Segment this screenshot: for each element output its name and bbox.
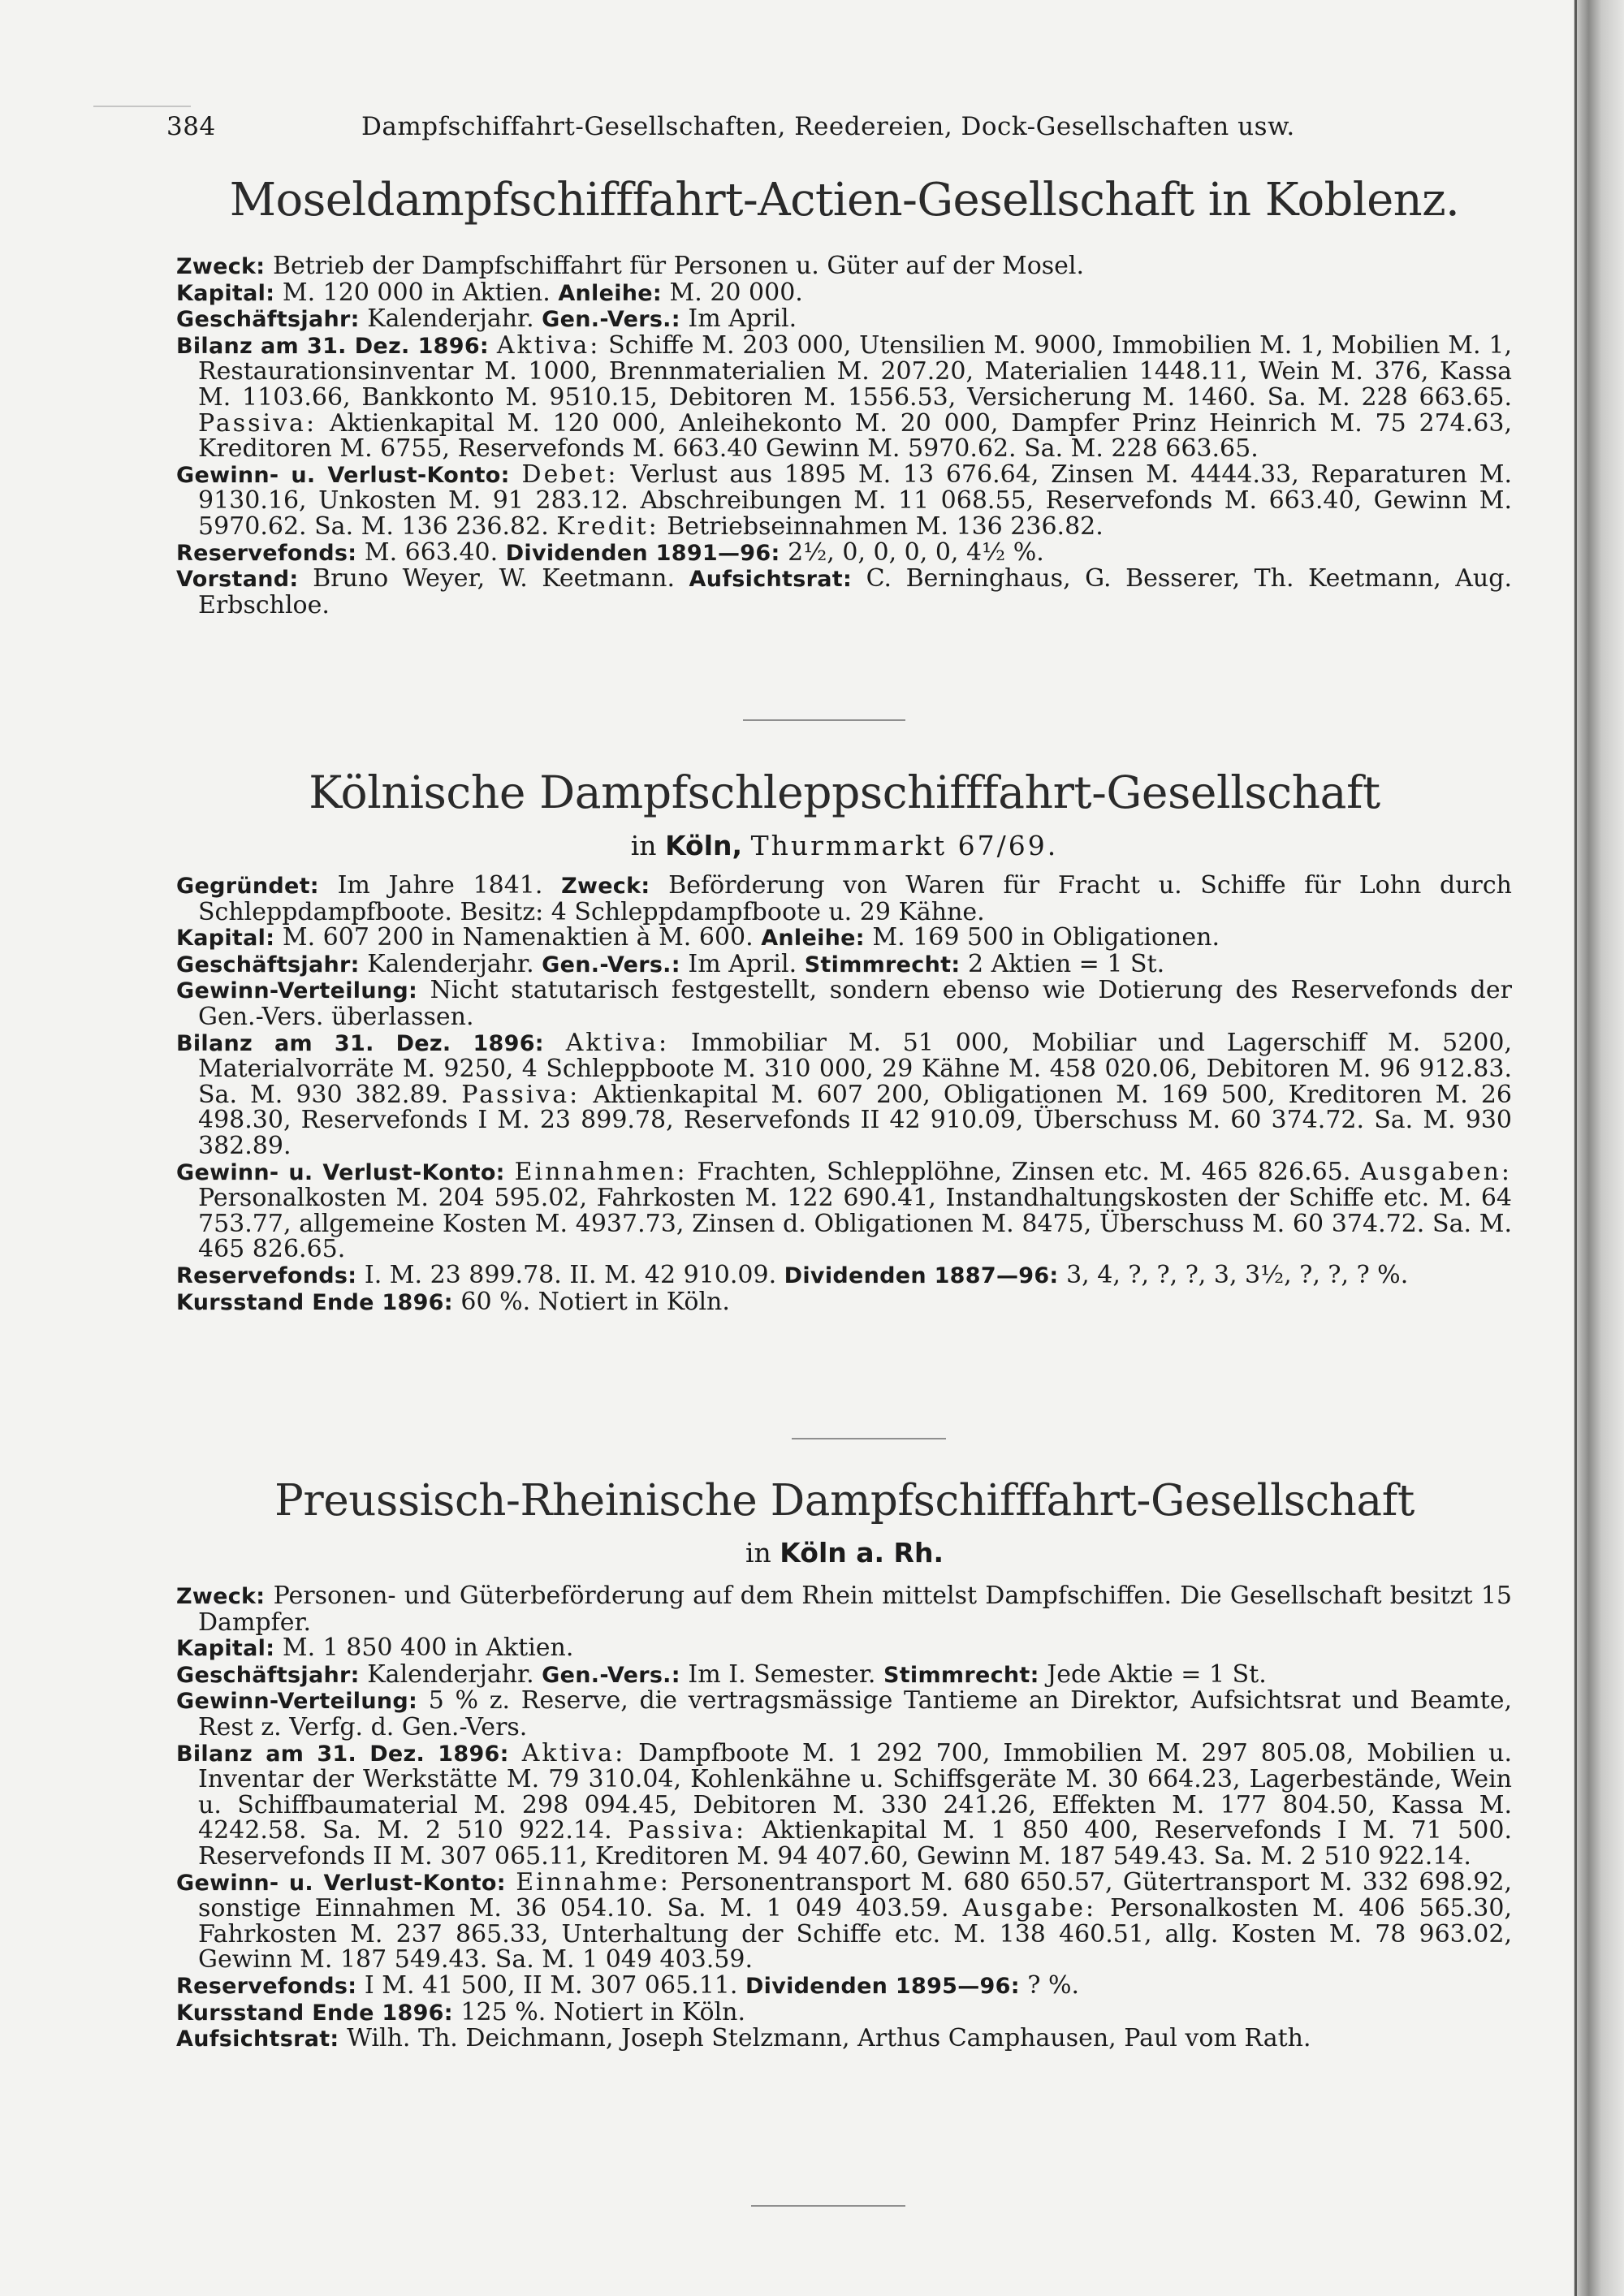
- entry-sublabel: Aktiva:: [565, 1028, 670, 1057]
- entry-label: Dividenden 1887—96:: [784, 1262, 1059, 1288]
- entry-label: Geschäftsjahr:: [176, 1662, 360, 1688]
- entry-label: Gen.-Vers.:: [542, 952, 680, 978]
- entry-label: Stimmrecht:: [804, 952, 961, 978]
- entry-label: Anleihe:: [761, 926, 865, 952]
- entry-sublabel: Passiva:: [461, 1080, 581, 1109]
- entry-text: Verlust aus 1895 M. 13 676.64, Zinsen M. 4444.33, Reparaturen M. 9130.16, Unkosten M. 91 283.12. Abschreibungen M. 11 068.55, Reservefonds M. 663.40, Gewinn M. 5970.62. Sa. M. 136 236.82.: [198, 460, 1512, 541]
- entry-label: Zweck:: [176, 254, 266, 279]
- entry-text: [510, 460, 522, 489]
- entry-text: Schiffe M. 203 000, Utensilien M. 9000, Immobilien M. 1, Mobilien M. 1, Restaurationsinventar M. 1000, Brennmaterialien M. 207.20, Materialien 1448.11, Wein M. 376, Kassa M. 1103.66, Bankkonto M. 9510.15, Debitoren M. 1556.53, Versicherung M. 1460. Sa. M. 228 663.65.: [198, 330, 1512, 412]
- entry-paragraph: [176, 1289, 1512, 1316]
- entry-sublabel: Einnahme:: [516, 1867, 671, 1897]
- entry-paragraph: [176, 1262, 1512, 1289]
- entry-text: 3, 4, ?, ?, ?, 3, 3½, ?, ?, ? %.: [1058, 1260, 1409, 1289]
- entry-text: [506, 1868, 516, 1897]
- entry-text: I. M. 23 899.78. II. M. 42 910.09.: [356, 1260, 784, 1289]
- entry-text: Betrieb der Dampfschiffahrt für Personen u. Güter auf der Mosel.: [265, 252, 1085, 280]
- entry-label: Vorstand:: [176, 567, 299, 593]
- entry-paragraph: [176, 1738, 1512, 1871]
- entry-text: Jede Aktie = 1 St.: [1039, 1659, 1267, 1689]
- entry-label: Kapital:: [176, 1636, 275, 1662]
- section-title-preussisch: Preussisch-Rheinische Dampfschifffahrt-Gesellschaft: [274, 1476, 1415, 1526]
- entry-label: Gen.-Vers.:: [542, 307, 680, 333]
- entry-paragraph: [176, 1867, 1513, 1974]
- entry-text: M. 169 500 in Obligationen.: [864, 923, 1220, 952]
- entry-paragraph: [176, 1583, 1512, 1635]
- entry-sublabel: Passiva:: [198, 408, 317, 438]
- entry-text: 5 % z. Reserve, die vertragsmässige Tantieme an Direktor, Aufsichtsrat und Beamte, Rest z. Verfg. d. Gen.-Vers.: [198, 1686, 1512, 1741]
- entry-sublabel: Einnahmen:: [514, 1157, 688, 1186]
- entry-text: Bruno Weyer, W. Keetmann.: [298, 564, 689, 593]
- entry-text: ? %.: [1019, 1970, 1080, 2000]
- entry-sublabel: Ausgaben:: [1360, 1157, 1513, 1186]
- entry-paragraph: [176, 925, 1512, 952]
- entry-label: Reservefonds:: [176, 540, 357, 566]
- entry-text: Frachten, Schlepplöhne, Zinsen etc. M. 465 826.65.: [687, 1157, 1361, 1186]
- entry-label: Kapital:: [176, 280, 275, 306]
- entry-text: C. Berninghaus, G. Besserer, Th. Keetmann, Aug. Erbschloe.: [198, 564, 1512, 619]
- entry-text: Im April.: [680, 304, 797, 334]
- entry-label: Zweck:: [176, 1584, 266, 1609]
- entry-label: Reservefonds:: [176, 1262, 357, 1288]
- entry-sublabel: Kredit:: [556, 511, 659, 541]
- entry-text: [544, 1029, 566, 1057]
- entry-paragraph: [176, 462, 1512, 540]
- entry-text: M. 120 000 in Aktien.: [274, 278, 559, 307]
- page-edge-line: [1574, 0, 1577, 2296]
- section-body-mosel: [176, 253, 1512, 618]
- section-divider: [751, 2205, 905, 2207]
- entry-label: Geschäftsjahr:: [176, 952, 360, 978]
- entry-paragraph: [176, 1659, 1512, 1689]
- entry-label: Gewinn- u. Verlust-Konto:: [176, 1159, 505, 1185]
- section-divider: [792, 1438, 946, 1439]
- entry-paragraph: [176, 537, 1512, 567]
- corner-mark: [93, 106, 191, 107]
- entry-text: Nicht statutarisch festgestellt, sondern ebenso wie Dotierung des Reservefonds der Gen.-Vers. überlassen.: [198, 976, 1512, 1031]
- entry-paragraph: [176, 566, 1512, 618]
- book-spine-shadow: [1574, 0, 1624, 2296]
- entry-label: Bilanz am 31. Dez. 1896:: [176, 1741, 509, 1767]
- section-subtitle-koelnische: [166, 830, 1522, 861]
- entry-label: Kursstand Ende 1896:: [176, 1289, 453, 1315]
- entry-sublabel: Aktiva:: [496, 330, 601, 360]
- entry-paragraph: [176, 1688, 1512, 1740]
- entry-paragraph: [176, 949, 1512, 978]
- entry-sublabel: Passiva:: [628, 1816, 747, 1845]
- entry-sublabel: Ausgabe:: [962, 1894, 1097, 1923]
- subtitle-city: Köln a. Rh.: [780, 1537, 944, 1569]
- entry-label: Bilanz am 31. Dez. 1896:: [176, 1030, 544, 1056]
- entry-text: Betriebseinnahmen M. 136 236.82.: [659, 511, 1104, 541]
- entry-text: M. 607 200 in Namenaktien à M. 600.: [274, 923, 762, 952]
- entry-paragraph: [176, 330, 1512, 464]
- entry-label: Geschäftsjahr:: [176, 307, 360, 333]
- entry-text: Personentransport M. 680 650.57, Gütertransport M. 332 698.92, sonstige Einnahmen M. 36 054.10. Sa. M. 1 049 403.59.: [198, 1867, 1512, 1923]
- entry-text: M. 1 850 400 in Aktien.: [274, 1634, 574, 1663]
- entry-label: Aufsichtsrat:: [689, 567, 853, 593]
- entry-text: M. 20 000.: [662, 278, 803, 307]
- entry-sublabel: Aktiva:: [521, 1738, 626, 1767]
- entry-text: 125 %. Notiert in Köln.: [452, 1997, 745, 2026]
- entry-text: Aktienkapital M. 607 200, Obligationen M. 169 500, Kreditoren M. 26 498.30, Reservefonds I M. 23 899.78, Reservefonds II 42 910.09, Überschuss M. 60 374.72. Sa. M. 930 382.89.: [198, 1080, 1512, 1160]
- entry-paragraph: [176, 1030, 1512, 1159]
- entry-text: Im I. Semester.: [680, 1659, 883, 1689]
- section-title-mosel: Moseldampfschifffahrt-Actien-Gesellschaft in Koblenz.: [229, 174, 1460, 227]
- section-title-koelnische: Kölnische Dampfschleppschifffahrt-Gesellschaft: [309, 766, 1380, 818]
- entry-label: Reservefonds:: [176, 1973, 357, 1999]
- subtitle-prefix: in: [630, 830, 666, 861]
- section-subtitle-preussisch: [166, 1537, 1522, 1569]
- entry-paragraph: [176, 1997, 1512, 2026]
- entry-text: 60 %. Notiert in Köln.: [452, 1287, 730, 1316]
- entry-text: Personalkosten M. 204 595.02, Fahrkosten M. 122 690.41, Instandhaltungskosten der Schiffe etc. M. 64 753.77, allgemeine Kosten M. 4937.73, Zinsen d. Obligationen M. 8475, Überschuss M. 60 374.72. Sa. M. 465 826.65.: [198, 1184, 1512, 1264]
- entry-paragraph: [176, 306, 1512, 333]
- entry-text: Wilh. Th. Deichmann, Joseph Stelzmann, Arthus Camphausen, Paul vom Rath.: [339, 2024, 1311, 2053]
- entry-label: Bilanz am 31. Dez. 1896:: [176, 333, 490, 359]
- page-number: 384: [166, 112, 216, 141]
- entry-label: Aufsichtsrat:: [176, 2026, 339, 2052]
- entry-label: Anleihe:: [558, 280, 662, 306]
- entry-text: I M. 41 500, II M. 307 065.11.: [356, 1970, 745, 2000]
- entry-text: [509, 1739, 522, 1767]
- running-head: Dampfschiffahrt-Gesellschaften, Reedereien, Dock-Gesellschaften usw.: [361, 112, 1295, 141]
- entry-label: Gen.-Vers.:: [542, 1662, 680, 1688]
- page-header: [166, 112, 1539, 148]
- entry-label: Kapital:: [176, 926, 275, 952]
- subtitle-address: Thurmmarkt 67/69.: [750, 830, 1059, 861]
- entry-text: Aktienkapital M. 1 850 400, Reservefonds I M. 71 500. Reservefonds II M. 307 065.11, Kreditoren M. 94 407.60, Gewinn M. 187 549.43. Sa. M. 2 510 922.14.: [198, 1816, 1512, 1871]
- entry-text: Kalenderjahr.: [359, 304, 542, 334]
- section-body-preussisch: [176, 1583, 1512, 2052]
- entry-text: Kalenderjahr.: [359, 1659, 542, 1689]
- entry-label: Gewinn-Verteilung:: [176, 1689, 418, 1715]
- entry-text: Immobiliar M. 51 000, Mobiliar und Lagerschiff M. 5200, Materialvorräte M. 9250, 4 Schleppboote M. 310 000, 29 Kähne M. 458 020.06, Debitoren M. 96 912.83. Sa. M. 930 382.89.: [198, 1028, 1512, 1109]
- entry-paragraph: [176, 873, 1512, 925]
- entry-label: Zweck:: [561, 874, 650, 899]
- entry-paragraph: [176, 280, 1512, 307]
- entry-paragraph: [176, 978, 1512, 1029]
- entry-label: Kursstand Ende 1896:: [176, 2000, 453, 2026]
- entry-text: 2 Aktien = 1 St.: [960, 949, 1165, 978]
- entry-text: Im Jahre 1841.: [318, 871, 562, 900]
- entry-sublabel: Debet:: [521, 460, 619, 489]
- section-divider: [743, 719, 905, 721]
- entry-paragraph: [176, 1970, 1512, 2000]
- entry-paragraph: [176, 1159, 1512, 1262]
- entry-label: Dividenden 1891—96:: [505, 540, 780, 566]
- entry-label: Stimmrecht:: [883, 1662, 1039, 1688]
- entry-label: Dividenden 1895—96:: [745, 1973, 1020, 1999]
- entry-text: 2½, 0, 0, 0, 0, 4½ %.: [780, 537, 1044, 567]
- section-body-koelnische: [176, 873, 1512, 1315]
- entry-text: M. 663.40.: [356, 537, 506, 567]
- entry-text: [505, 1158, 515, 1186]
- entry-text: Im April.: [680, 949, 805, 978]
- subtitle-prefix: in: [745, 1537, 780, 1569]
- entry-label: Gegründet:: [176, 874, 319, 899]
- subtitle-city: Köln,: [665, 830, 743, 861]
- entry-label: Gewinn- u. Verlust-Konto:: [176, 1870, 506, 1896]
- entry-text: [489, 331, 497, 360]
- entry-text: Kalenderjahr.: [359, 949, 542, 978]
- entry-text: Personalkosten M. 406 565.30, Fahrkosten M. 237 865.33, Unterhaltung der Schiffe etc. M. 138 460.51, allg. Kosten M. 78 963.02, Gewinn M. 187 549.43. Sa. M. 1 049 403.59.: [198, 1894, 1513, 1974]
- entry-text: Aktienkapital M. 120 000, Anleihekonto M. 20 000, Dampfer Prinz Heinrich M. 75 274.63, Kreditoren M. 6755, Reservefonds M. 663.40 Gewinn M. 5970.62. Sa. M. 228 663.65.: [198, 408, 1512, 464]
- entry-label: Gewinn-Verteilung:: [176, 978, 418, 1004]
- entry-paragraph: [176, 1635, 1512, 1662]
- entry-text: Personen- und Güterbeförderung auf dem Rhein mittelst Dampfschiffen. Die Gesellschaft besitzt 15 Dampfer.: [198, 1582, 1512, 1637]
- entry-text: Beförderung von Waren für Fracht u. Schiffe für Lohn durch Schleppdampfboote. Besitz: 4 Schleppdampfboote u. 29 Kähne.: [198, 871, 1513, 926]
- entry-text: Dampfboote M. 1 292 700, Immobilien M. 297 805.08, Mobilien u. Inventar der Werkstätte M. 79 310.04, Kohlenkähne u. Schiffsgeräte M. 30 664.23, Lagerbestände, Wein u. Schiffbaumaterial M. 298 094.45, Debitoren M. 330 241.26, Effekten M. 177 804.50, Kassa M. 4242.58. Sa. M. 2 510 922.14.: [198, 1738, 1512, 1845]
- entry-paragraph: [176, 253, 1512, 280]
- entry-paragraph: [176, 2026, 1512, 2052]
- entry-label: Gewinn- u. Verlust-Konto:: [176, 462, 510, 488]
